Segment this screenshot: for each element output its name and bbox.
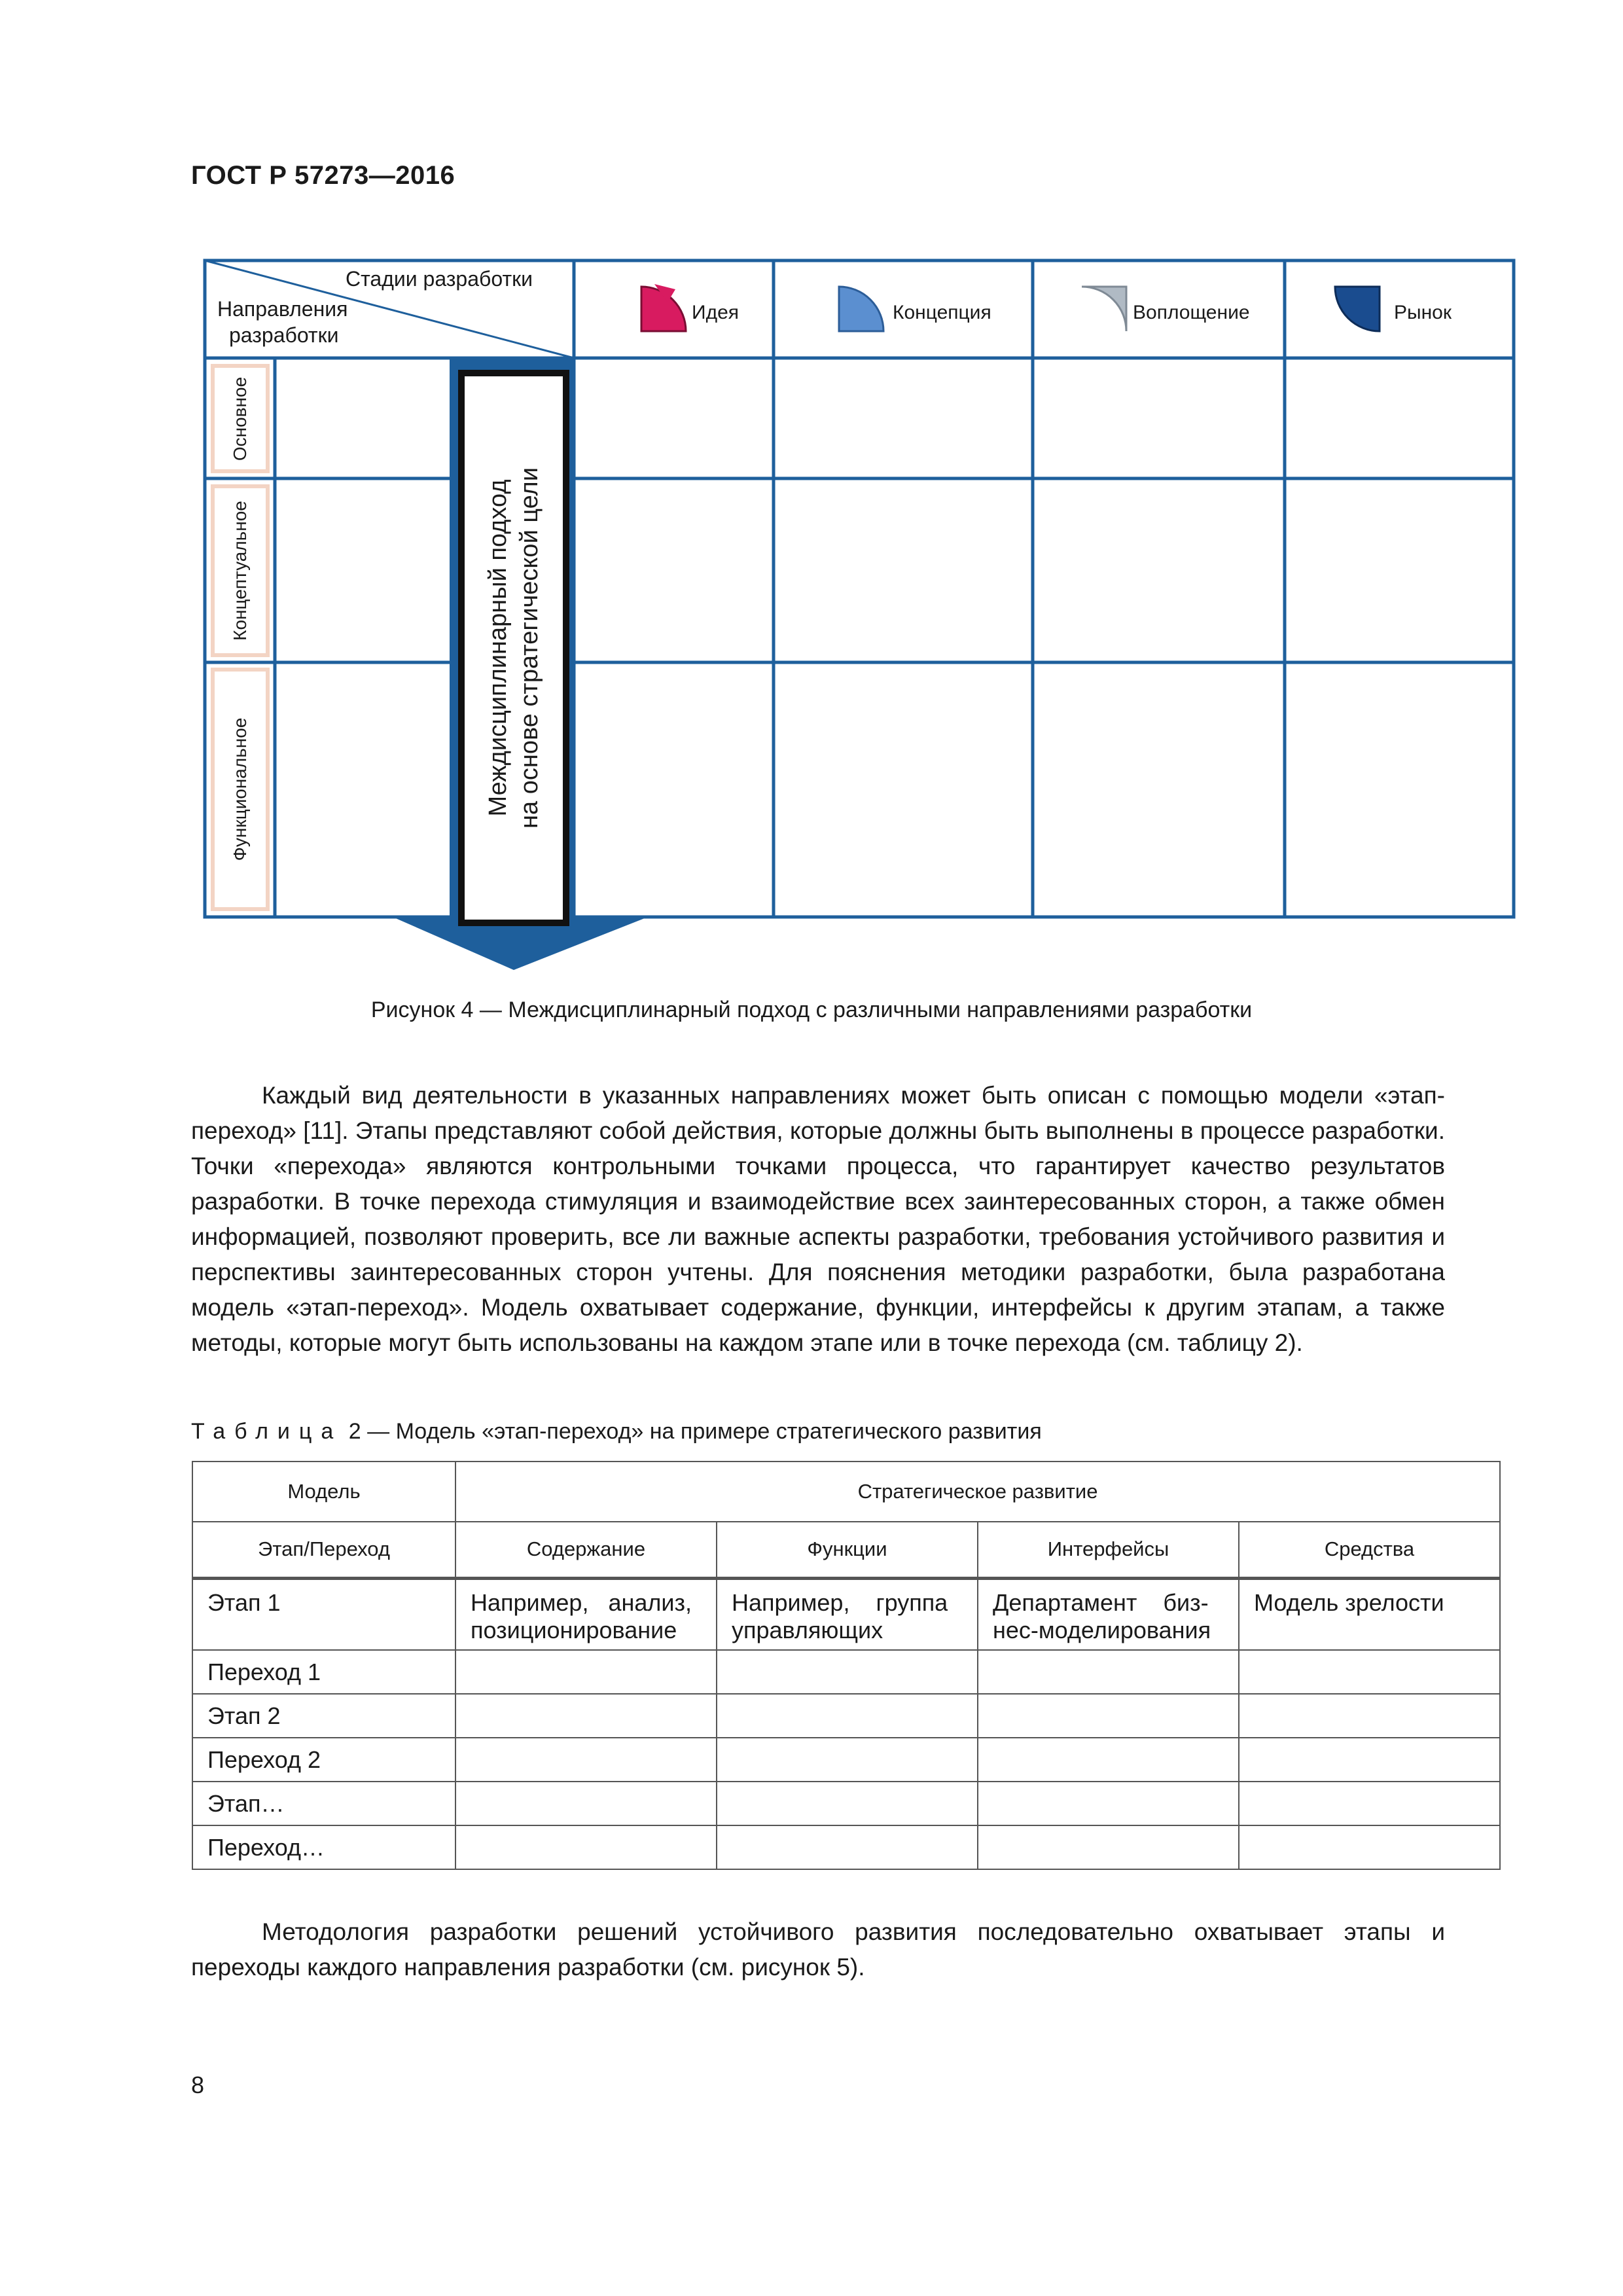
direction-label-main-text: Основное — [230, 376, 250, 461]
table-2 — [192, 1461, 1501, 1870]
cell-interfaces-line2: нес-моделирования — [993, 1616, 1211, 1643]
stage-label-realization: Воплощение — [1133, 302, 1250, 323]
cell-interfaces-line1: Департамент биз- — [993, 1588, 1209, 1616]
paragraph-1-text: Каждый вид деятельности в указанных направлениях может быть описан с помощью модели «этап-переход» [11]. Этапы представляют собой действия, которые должны быть выполнены в процессе разработки. Точки «перехода» являются контрольными точками процесса, что гарантирует качество результатов разработки. В точке перехода стимуляция и взаимодействие всех заинтересованных сторон, а также обмен информацией, позволяют проверить, все ли важные аспекты разработки, требования устойчивого развития и перспективы заинтересованных сторон учтены. Для пояснения методики разработки, была разработана модель «этап-переход». Модель охватывает содержание, функции, интерфейсы к другим этапам, а также методы, которые могут быть использованы на каждом этапе или в точке перехода (см. таблицу 2). — [191, 1082, 1445, 1356]
direction-label-conceptual — [211, 484, 270, 657]
cell-tools — [1239, 1694, 1500, 1738]
header-strategic-development: Стратегическое развитие — [455, 1462, 1500, 1522]
table-header-row-2 — [192, 1522, 1500, 1578]
table-header-row-1 — [192, 1462, 1500, 1522]
cell-stage: Переход… — [192, 1825, 455, 1869]
cell-content — [455, 1738, 717, 1782]
cell-stage: Этап… — [192, 1782, 455, 1825]
cell-interfaces — [978, 1738, 1239, 1782]
cell-stage: Переход 1 — [192, 1650, 455, 1694]
header-model: Модель — [192, 1462, 455, 1522]
cell-tools — [1239, 1782, 1500, 1825]
table-row — [192, 1738, 1500, 1782]
cell-functions — [717, 1694, 978, 1738]
cell-functions — [717, 1782, 978, 1825]
realization-stage-icon — [1082, 287, 1126, 331]
concept-stage-icon — [839, 287, 883, 331]
cell-functions-line2: управляющих — [732, 1616, 883, 1643]
cell-content — [455, 1650, 717, 1694]
document-header: ГОСТ Р 57273—2016 — [191, 161, 455, 190]
header-interfaces: Интерфейсы — [978, 1522, 1239, 1578]
cell-functions — [717, 1738, 978, 1782]
header-tools: Средства — [1239, 1522, 1500, 1578]
header-content: Содержание — [455, 1522, 717, 1578]
direction-label-conceptual-text: Концептуальное — [230, 501, 250, 641]
cell-content — [455, 1782, 717, 1825]
paragraph-2-text: Методология разработки решений устойчивого развития последовательно охватывает этапы и переходы каждого направления разработки (см. рисунок 5). — [191, 1918, 1445, 1981]
paragraph-2 — [191, 1914, 1445, 1985]
direction-label-functional — [211, 668, 270, 911]
table-row — [192, 1578, 1500, 1650]
header-stage-transition: Этап/Переход — [192, 1522, 455, 1578]
cell-interfaces — [978, 1650, 1239, 1694]
stage-label-concept: Концепция — [893, 302, 991, 323]
table-row — [192, 1650, 1500, 1694]
idea-stage-icon — [641, 284, 686, 331]
stages-label: Стадии разработки — [346, 267, 533, 291]
market-stage-icon — [1335, 287, 1380, 331]
page-number: 8 — [191, 2072, 205, 2098]
table-title — [191, 1419, 1042, 1444]
cell-content-line2: позиционирование — [471, 1616, 677, 1643]
table-row — [192, 1782, 1500, 1825]
cell-interfaces — [978, 1782, 1239, 1825]
cell-interfaces — [978, 1694, 1239, 1738]
stage-label-idea: Идея — [692, 302, 739, 323]
table-row — [192, 1694, 1500, 1738]
directions-label-line2: разработки — [229, 323, 339, 347]
figure-caption: Рисунок 4 — Междисциплинарный подход с различными направлениями разработки — [370, 997, 1253, 1022]
cell-interfaces — [978, 1578, 1239, 1650]
cell-tools — [1239, 1825, 1500, 1869]
cell-stage: Переход 2 — [192, 1738, 455, 1782]
interdisciplinary-approach-text — [482, 380, 545, 916]
cell-functions-line1: Например, группа — [732, 1588, 948, 1616]
table-title-rest: — Модель «этап-переход» на примере стратегического развития — [367, 1419, 1042, 1444]
direction-label-main — [211, 364, 270, 473]
cell-functions — [717, 1650, 978, 1694]
cell-tools — [1239, 1738, 1500, 1782]
cell-tools — [1239, 1650, 1500, 1694]
cell-content-line1: Например, анализ, — [471, 1588, 692, 1616]
cell-stage: Этап 2 — [192, 1694, 455, 1738]
stage-label-market: Рынок — [1394, 302, 1452, 323]
figure-grid — [203, 255, 1518, 969]
cell-content — [455, 1825, 717, 1869]
table-title-number: 2 — [348, 1419, 361, 1444]
cell-stage: Этап 1 — [192, 1578, 455, 1650]
paragraph-1 — [191, 1078, 1445, 1361]
interdisciplinary-line1: Междисциплинарный подход — [484, 479, 512, 817]
header-functions: Функции — [717, 1522, 978, 1578]
direction-label-functional-text: Функциональное — [230, 717, 250, 861]
cell-functions — [717, 1825, 978, 1869]
table-title-prefix: Таблица — [191, 1419, 343, 1444]
interdisciplinary-line2: на основе стратегической цели — [516, 467, 543, 829]
directions-label-line1: Направления — [217, 297, 348, 321]
table-row — [192, 1825, 1500, 1869]
cell-functions — [717, 1578, 978, 1650]
cell-content — [455, 1694, 717, 1738]
interdisciplinary-approach-box — [458, 370, 569, 926]
cell-content — [455, 1578, 717, 1650]
cell-interfaces — [978, 1825, 1239, 1869]
figure-4 — [203, 255, 1518, 969]
cell-tools: Модель зрелости — [1239, 1578, 1500, 1650]
